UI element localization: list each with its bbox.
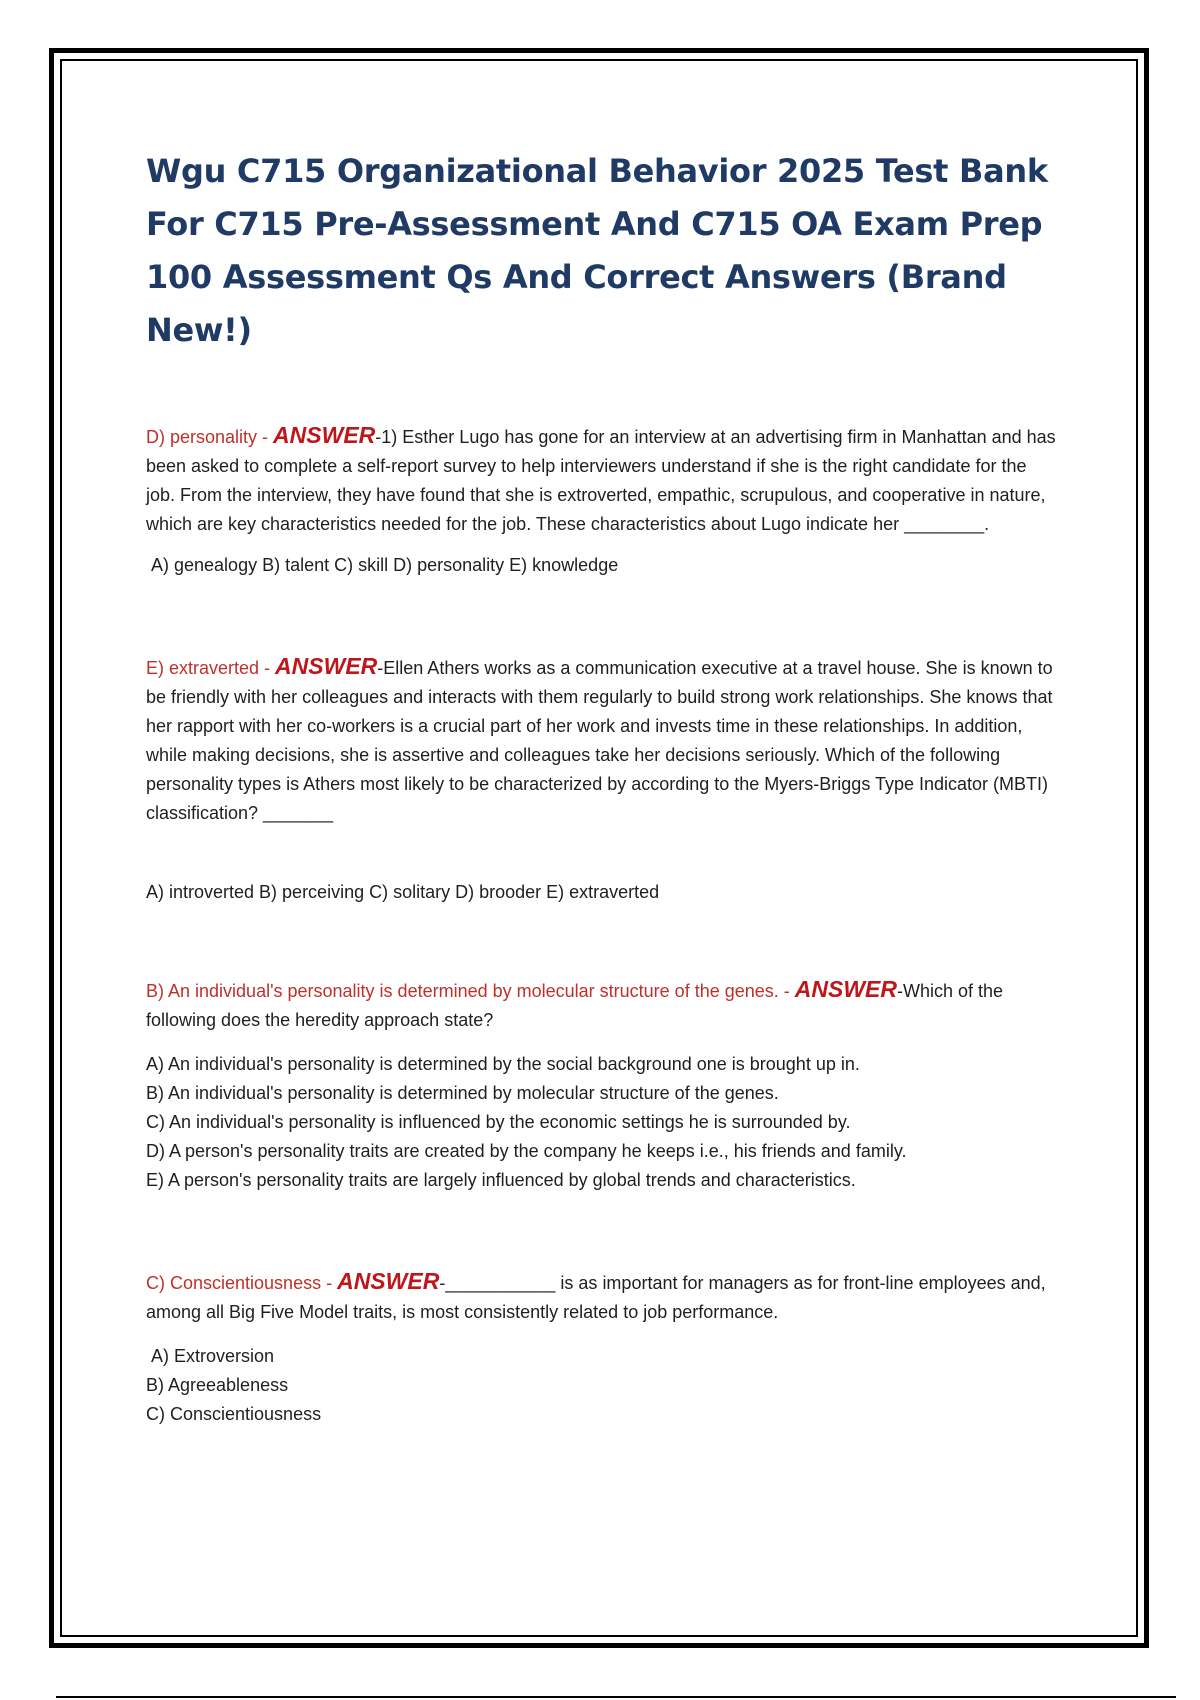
question-text bbox=[146, 652, 1056, 828]
option-a: A) An individual's personality is determined by the social background one is brought up in. bbox=[146, 1054, 860, 1074]
option-b: B) An individual's personality is determined by molecular structure of the genes. bbox=[146, 1083, 779, 1103]
option-c: C) Conscientiousness bbox=[146, 1404, 322, 1424]
option-e: E) A person's personality traits are largely influenced by global trends and characteristics. bbox=[146, 1170, 856, 1190]
answer-separator: - bbox=[321, 1273, 338, 1293]
answer-tag: ANSWER bbox=[337, 1268, 440, 1294]
option-c: C) An individual's personality is influenced by the economic settings he is surrounded by. bbox=[146, 1112, 851, 1132]
answer-tag: ANSWER bbox=[273, 422, 376, 448]
question-text bbox=[146, 421, 1056, 539]
answer-text: B) An individual's personality is determined by molecular structure of the genes. bbox=[146, 981, 779, 1001]
question-block-3 bbox=[146, 975, 1056, 1195]
question-block-2 bbox=[146, 652, 1056, 907]
answer-separator: - bbox=[778, 981, 795, 1001]
answer-tag: ANSWER bbox=[275, 653, 378, 679]
document-title: Wgu C715 Organizational Behavior 2025 Test Bank For C715 Pre-Assessment And C715 OA Exam Prep 100 Assessment Qs And Correct Answers (Brand New!) bbox=[146, 152, 1048, 349]
question-text bbox=[146, 975, 1056, 1035]
question-body: -1) Esther Lugo has gone for an interview at an advertising firm in Manhattan and has been asked to complete a self-report survey to help interviewers understand if she is the right candidate for the job. From the interview, they have found that she is extroverted, empathic, scrupulous, and cooperative in nature, which are key characteristics needed for the job. These characteristics about Lugo indicate her ________. bbox=[146, 427, 1056, 534]
option-d: D) A person's personality traits are created by the company he keeps i.e., his friends and family. bbox=[146, 1141, 907, 1161]
question-body: -Which of the following does the heredity approach state? bbox=[146, 981, 1004, 1030]
answer-separator: - bbox=[257, 427, 274, 447]
answer-tag: ANSWER bbox=[794, 976, 897, 1002]
question-body: -Ellen Athers works as a communication executive at a travel house. She is known to be friendly with her colleagues and interacts with them regularly to build strong work relationships. She knows that her rapport with her co-workers is a crucial part of her work and invests time in these relationships. In addition, while making decisions, she is assertive and colleagues take her decisions seriously. Which of the following personality types is Athers most likely to be characterized by according to the Myers-Briggs Type Indicator (MBTI) classification? _______ bbox=[146, 658, 1053, 823]
question-text bbox=[146, 1267, 1056, 1327]
option-a: A) Extroversion bbox=[151, 1346, 275, 1366]
choices-line: A) genealogy B) talent C) skill D) personality E) knowledge bbox=[151, 555, 619, 575]
answer-text: D) personality bbox=[146, 427, 258, 447]
question-body: -___________ is as important for managers as for front-line employees and, among all Big Five Model traits, is most consistently related to job performance. bbox=[146, 1273, 1046, 1322]
question-block-4 bbox=[146, 1267, 1056, 1429]
answer-separator: - bbox=[259, 658, 276, 678]
bottom-divider bbox=[56, 1696, 1176, 1698]
question-block-1 bbox=[146, 421, 1056, 580]
document-content bbox=[146, 145, 1056, 1429]
answer-text: C) Conscientiousness bbox=[146, 1273, 322, 1293]
answer-text: E) extraverted bbox=[146, 658, 260, 678]
choices-line: A) introverted B) perceiving C) solitary D) brooder E) extraverted bbox=[146, 882, 660, 902]
option-b: B) Agreeableness bbox=[146, 1375, 289, 1395]
